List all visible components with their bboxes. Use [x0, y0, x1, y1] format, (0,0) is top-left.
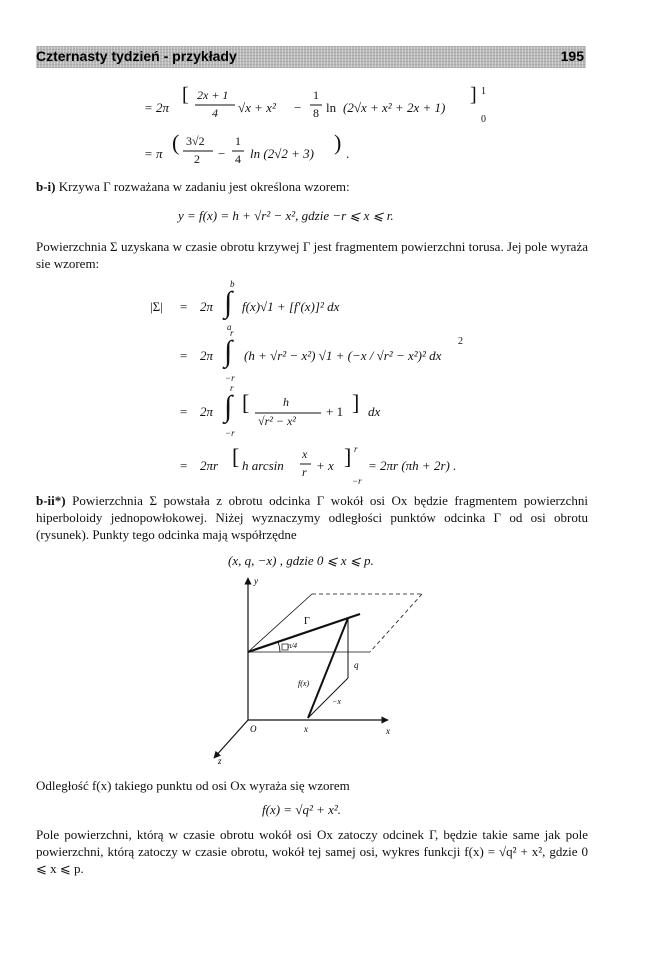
eq2-frac-den: 2: [194, 152, 200, 166]
int3-tail: + 1: [326, 404, 344, 419]
int4-factor: 2πr: [200, 458, 219, 473]
int4-body: h arcsin: [242, 458, 284, 473]
int3-lower: −r: [225, 428, 235, 438]
int3-close-bracket: ]: [352, 390, 360, 415]
label-x-tick: x: [304, 724, 308, 734]
int2-lower: −r: [225, 373, 235, 383]
eq2-close-paren: ): [334, 130, 342, 155]
label-origin: O: [250, 724, 257, 734]
int2-pow: 2: [458, 336, 463, 347]
int2-eq: =: [180, 348, 188, 363]
case-b2: [36, 492, 588, 543]
equation-3: y = f(x) = h + √r² − x², gdzie −r ⩽ x ⩽ r.: [178, 208, 394, 223]
label-minus-x: −x: [332, 697, 341, 706]
z-axis: [214, 720, 248, 758]
int3-sign: ∫: [224, 390, 233, 423]
page-header: [36, 46, 586, 68]
eq2-frac2-num: 1: [235, 134, 241, 148]
eq2-frac2-den: 4: [235, 152, 241, 166]
label-x-axis: x: [386, 726, 390, 736]
int3-num: h: [283, 395, 289, 409]
label-gamma: Γ: [304, 616, 310, 627]
eq1-frac2-num: 1: [313, 88, 319, 102]
int4-frac-num: x: [302, 447, 308, 461]
int2-factor: 2π: [200, 348, 214, 363]
equation-5: (x, q, −x) , gdzie 0 ⩽ x ⩽ p.: [228, 553, 374, 568]
chapter-title: Czternasty tydzień - przykłady: [36, 48, 237, 64]
paragraph-3: Pole powierzchni, którą w czasie obrotu wokół osi Ox zatoczy odcinek Γ, będzie takie same jak pole powierzchni, którą zatoczy w czasie obrotu, wokół tej samej osi, wykres funkcji f(x) = √q² + x², gdzie 0 ⩽ x ⩽ p.: [36, 827, 588, 876]
eq1-ln: ln: [326, 100, 337, 115]
int4-open-bracket: [: [232, 444, 240, 469]
eq1-limit-upper: 1: [481, 86, 486, 97]
eq2-lhs: = π: [144, 146, 163, 161]
int4-lower: −r: [352, 476, 362, 486]
label-z: z: [218, 756, 222, 766]
eq1-open-bracket: [: [182, 84, 189, 106]
int3-open-bracket: [: [242, 390, 250, 415]
int1-eq: =: [180, 299, 188, 314]
eq1-close-bracket: ]: [470, 84, 477, 106]
int1-sign: ∫: [224, 286, 233, 319]
int2-body: (h + √r² − x²) √1 + (−x / √r² − x²)² dx: [244, 348, 442, 363]
eq1-lhs: = 2π: [144, 100, 170, 115]
eq1-frac2-den: 8: [313, 106, 319, 120]
eq1-frac-den: 4: [212, 106, 218, 120]
eq1-limit-lower: 0: [481, 114, 486, 125]
dashed-right: [370, 594, 422, 652]
paragraph-2: Odległość f(x) takiego punktu od osi Ox wyraża się wzorem: [36, 778, 350, 793]
int4-eq: =: [180, 458, 188, 473]
int4-frac-den: r: [302, 465, 307, 479]
eq1-sqrt: √x + x²: [238, 100, 276, 115]
angle-arc: [278, 642, 280, 652]
int4-result: = 2πr (πh + 2r) .: [368, 458, 457, 473]
case-b1-text: Krzywa Γ rozważana w zadaniu jest określona wzorem:: [58, 179, 350, 194]
paragraph-1: Powierzchnia Σ uzyskana w czasie obrotu krzywej Γ jest fragmentem powierzchni torusa. Jej pole wyraża sie wzorem:: [36, 239, 588, 271]
int4-upper: r: [354, 444, 358, 454]
int1-body: f(x)√1 + [f′(x)]² dx: [242, 299, 340, 314]
label-fx: f(x): [298, 679, 310, 688]
figure-diagram: [200, 572, 440, 768]
int2-upper: r: [230, 328, 234, 338]
eq2-end: .: [346, 146, 350, 161]
equation-6: f(x) = √q² + x².: [262, 802, 342, 817]
minus-x-segment: [308, 678, 348, 718]
case-b1-label: b-i): [36, 179, 56, 194]
int3-factor: 2π: [200, 404, 214, 419]
int2-sign: ∫: [224, 335, 233, 368]
slanted-plane-edge: [248, 594, 312, 652]
eq1-minus: −: [294, 100, 302, 115]
case-b1: [36, 179, 350, 195]
int3-upper: r: [230, 383, 234, 393]
eq1-frac-num: 2x + 1: [197, 88, 229, 102]
page-number: 195: [560, 48, 584, 64]
int1-factor: 2π: [200, 299, 214, 314]
int4-close-bracket: ]: [344, 444, 352, 469]
label-y: y: [254, 576, 258, 586]
eq2-frac-num: 3√2: [186, 134, 205, 148]
eq2-ln: ln (2√2 + 3): [250, 146, 314, 161]
int1-lhs: |Σ|: [150, 299, 163, 314]
label-q: q: [354, 660, 359, 670]
eq1-inner: (2√x + x² + 2x + 1): [343, 100, 446, 115]
int1-upper: b: [230, 279, 235, 289]
eq2-open-paren: (: [172, 130, 180, 155]
int1-lower: a: [227, 322, 232, 332]
int3-den: √r² − x²: [258, 414, 296, 428]
case-b2-label: b-ii*): [36, 493, 66, 508]
int3-dx: dx: [368, 404, 381, 419]
case-b2-text: Powierzchnia Σ powstała z obrotu odcinka Γ wokół osi Ox będzie fragmentem powierzchni hiperboloidy jednopowłokowej. Niżej wyznaczymy odległości punktów odcinka Γ od osi obrotu (rysunek). Punkty tego odcinka mają współrzędne: [36, 493, 589, 542]
label-pi4: π/4: [288, 642, 297, 650]
fx-segment: [308, 618, 348, 718]
int3-eq: =: [180, 404, 188, 419]
int4-tail: + x: [316, 458, 334, 473]
eq2-minus: −: [218, 146, 226, 161]
